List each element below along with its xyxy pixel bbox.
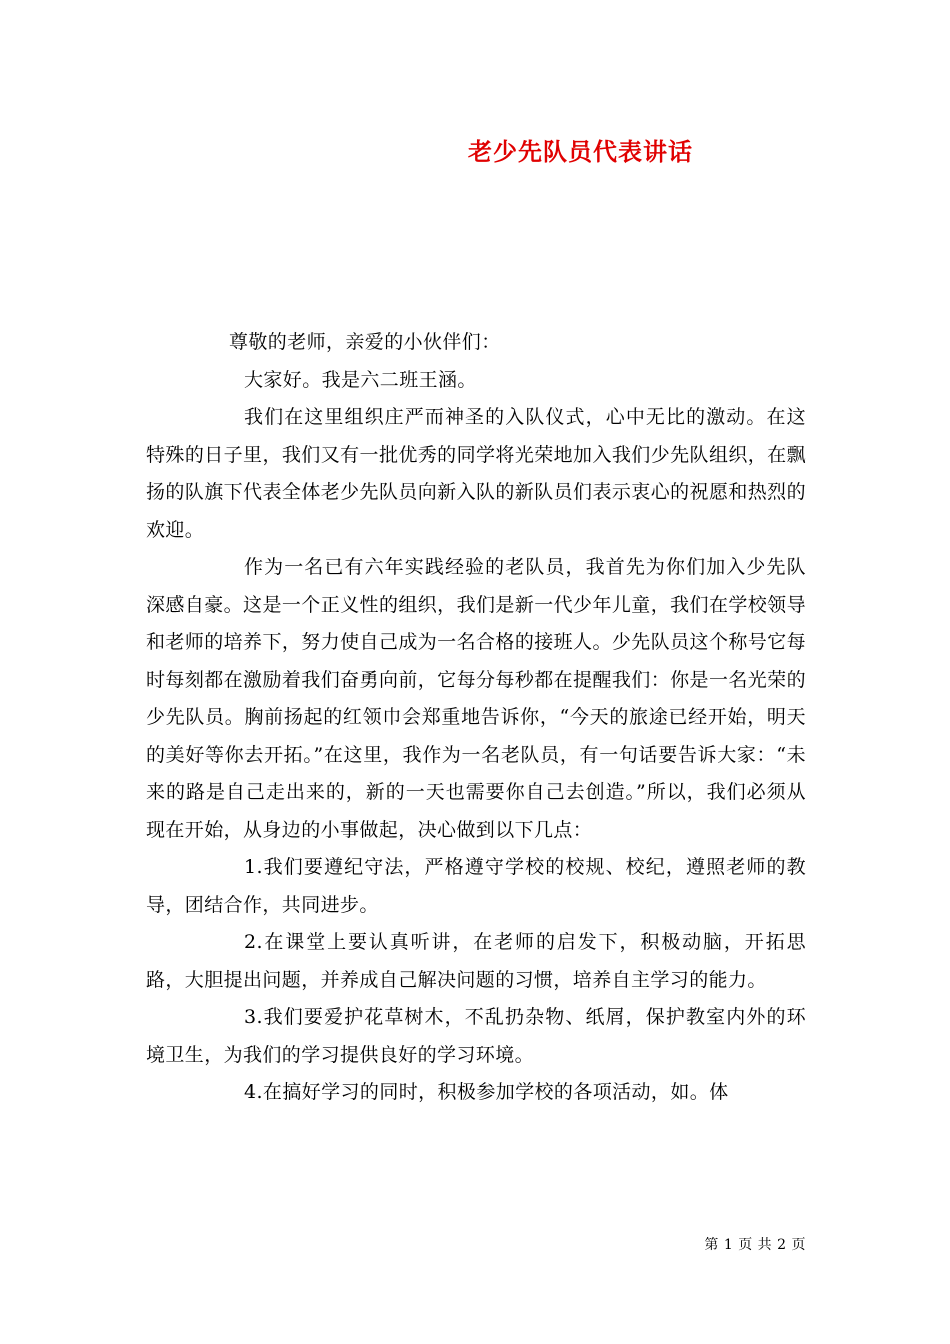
document-title: 老少先队员代表讲话 xyxy=(468,137,693,166)
greeting-line: 大家好。我是六二班王涵。 xyxy=(244,368,477,391)
list-item-3: 3.我们要爱护花草树木，不乱扔杂物、纸屑，保护教室内外的环境卫生，为我们的学习提供良好的学习环境。 xyxy=(146,1006,806,1066)
list-item-1: 1.我们要遵纪守法，严格遵守学校的校规、校纪，遵照老师的教导，团结合作，共同进步。 xyxy=(146,856,806,916)
list-item-2: 2.在课堂上要认真听讲，在老师的启发下，积极动脑，开拓思路，大胆提出问题，并养成自己解决问题的习惯，培养自主学习的能力。 xyxy=(146,931,806,991)
paragraph-intro: 我们在这里组织庄严而神圣的入队仪式，心中无比的激动。在这特殊的日子里，我们又有一批优秀的同学将光荣地加入我们少先队组织，在飘扬的队旗下代表全体老少先队员向新入队的新队员们表示衷心的祝愿和热烈的欢迎。 xyxy=(146,406,806,541)
salutation: 尊敬的老师，亲爱的小伙伴们： xyxy=(229,331,501,353)
document-body xyxy=(146,324,806,1112)
list-item-4: 4.在搞好学习的同时，积极参加学校的各项活动，如。体 xyxy=(244,1081,729,1103)
paragraph-main: 作为一名已有六年实践经验的老队员，我首先为你们加入少先队深感自豪。这是一个正义性的组织，我们是新一代少年儿童，我们在学校领导和老师的培养下，努力使自己成为一名合格的接班人。少先队员这个称号它每时每刻都在激励着我们奋勇向前，它每分每秒都在提醒我们：你是一名光荣的少先队员。胸前扬起的红领巾会郑重地告诉你，“今天的旅途已经开始，明天的美好等你去开拓。”在这里，我作为一名老队员，有一句话要告诉大家：“未来的路是自己走出来的，新的一天也需要你自己去创造。”所以，我们必须从现在开始，从身边的小事做起，决心做到以下几点： xyxy=(146,556,806,841)
page-number-footer: 第 1 页 共 2 页 xyxy=(704,1237,806,1253)
